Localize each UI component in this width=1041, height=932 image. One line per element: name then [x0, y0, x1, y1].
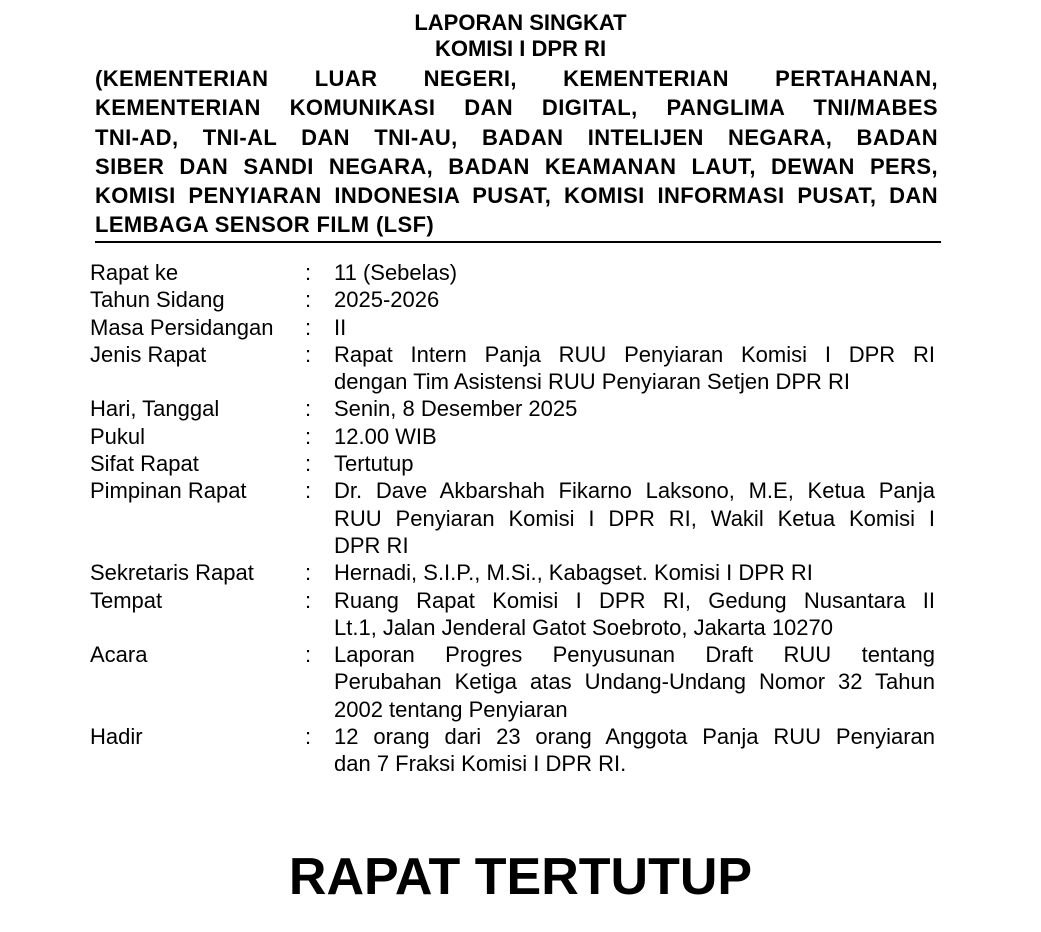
- info-label: Hadir: [90, 724, 143, 750]
- info-row-sifat-rapat: [90, 450, 935, 477]
- info-row-rapat-ke: [90, 259, 935, 286]
- institutions-line: SIBER DAN SANDI NEGARA, BADAN KEAMANAN LAUT, DEWAN PERS,: [95, 153, 938, 179]
- report-title: LAPORAN SINGKAT: [414, 10, 627, 35]
- info-value-line: 2025-2026: [334, 287, 440, 313]
- info-row-hadir: [90, 723, 935, 778]
- header-divider: [95, 241, 941, 243]
- info-label: Acara: [90, 642, 148, 668]
- info-value-line: RUU Penyiaran Komisi I DPR RI, Wakil Ketua Komisi I: [334, 505, 935, 531]
- info-value: [334, 477, 935, 559]
- info-value-line: Rapat Intern Panja RUU Penyiaran Komisi I DPR RI: [334, 341, 935, 367]
- info-value-line: Tertutup: [334, 451, 414, 477]
- info-separator: :: [305, 341, 312, 367]
- info-label: Sekretaris Rapat: [90, 560, 254, 586]
- info-value: [334, 341, 935, 396]
- info-value: [334, 314, 935, 341]
- info-separator: :: [305, 260, 312, 285]
- institutions-line: KOMISI PENYIARAN INDONESIA PUSAT, KOMISI INFORMASI PUSAT, DAN: [95, 183, 938, 209]
- info-value-line: dengan Tim Asistensi RUU Penyiaran Setjen DPR RI: [334, 369, 851, 395]
- info-value: [334, 286, 935, 313]
- commission-title: KOMISI I DPR RI: [434, 36, 607, 61]
- info-value-line: Lt.1, Jalan Jenderal Gatot Soebroto, Jakarta 10270: [334, 614, 833, 640]
- info-row-tahun-sidang: [90, 286, 935, 313]
- info-value: [334, 423, 935, 450]
- info-row-pukul: [90, 423, 935, 450]
- info-separator: :: [305, 451, 312, 477]
- info-value: [334, 641, 935, 723]
- info-label: Tempat: [90, 587, 163, 613]
- info-separator: :: [305, 560, 312, 586]
- info-value-line: Dr. Dave Akbarshah Fikarno Laksono, M.E, Ketua Panja: [334, 478, 935, 504]
- info-row-hari-tanggal: [90, 395, 935, 422]
- info-row-masa-persidangan: [90, 314, 935, 341]
- info-value-line: DPR RI: [334, 532, 409, 558]
- institutions-line: KEMENTERIAN KOMUNIKASI DAN DIGITAL, PANGLIMA TNI/MABES: [95, 95, 938, 121]
- info-separator: :: [305, 396, 312, 422]
- info-row-tempat: [90, 587, 935, 642]
- info-separator: :: [305, 587, 312, 613]
- info-label: Pukul: [90, 423, 146, 449]
- info-separator: :: [305, 478, 312, 504]
- partner-institutions: [95, 64, 938, 240]
- info-value-line: Laporan Progres Penyusunan Draft RUU tentang: [334, 642, 935, 668]
- info-value-line: 11 (Sebelas): [334, 260, 458, 285]
- info-value: [334, 723, 935, 778]
- info-value-line: Hernadi, S.I.P., M.Si., Kabagset. Komisi I DPR RI: [334, 560, 813, 586]
- info-value-line: 2002 tentang Penyiaran: [334, 696, 568, 722]
- institutions-line: LEMBAGA SENSOR FILM (LSF): [95, 212, 435, 238]
- info-separator: :: [305, 314, 312, 340]
- info-row-sekretaris-rapat: [90, 559, 935, 586]
- info-value-line: Ruang Rapat Komisi I DPR RI, Gedung Nusantara II: [334, 587, 935, 613]
- info-value: [334, 395, 935, 422]
- info-label: Tahun Sidang: [90, 287, 225, 313]
- info-value: [334, 259, 935, 286]
- info-separator: :: [305, 287, 312, 313]
- info-separator: :: [305, 423, 312, 449]
- info-separator: :: [305, 642, 312, 668]
- info-value: [334, 450, 935, 477]
- info-row-jenis-rapat: [90, 341, 935, 396]
- meeting-info-table: [90, 259, 935, 778]
- info-label: Pimpinan Rapat: [90, 478, 247, 504]
- closed-meeting-notice: RAPAT TERTUTUP: [288, 848, 753, 906]
- info-value-line: Senin, 8 Desember 2025: [334, 396, 578, 422]
- info-row-pimpinan-rapat: [90, 477, 935, 559]
- info-label: Masa Persidangan: [90, 314, 274, 340]
- info-label: Rapat ke: [90, 260, 179, 285]
- info-label: Hari, Tanggal: [90, 396, 220, 422]
- info-value-line: 12 orang dari 23 orang Anggota Panja RUU Penyiaran: [334, 724, 935, 750]
- info-label: Jenis Rapat: [90, 341, 207, 367]
- info-value-line: Perubahan Ketiga atas Undang-Undang Nomor 32 Tahun: [334, 669, 935, 695]
- info-value: [334, 587, 935, 642]
- info-separator: :: [305, 724, 312, 750]
- info-value: [334, 559, 935, 586]
- institutions-line: TNI-AD, TNI-AL DAN TNI-AU, BADAN INTELIJEN NEGARA, BADAN: [95, 124, 938, 150]
- info-value-line: 12.00 WIB: [334, 423, 437, 449]
- info-label: Sifat Rapat: [90, 451, 199, 477]
- info-value-line: II: [334, 314, 347, 340]
- info-row-acara: [90, 641, 935, 723]
- info-value-line: dan 7 Fraksi Komisi I DPR RI.: [334, 751, 627, 777]
- institutions-line: (KEMENTERIAN LUAR NEGERI, KEMENTERIAN PERTAHANAN,: [95, 66, 938, 91]
